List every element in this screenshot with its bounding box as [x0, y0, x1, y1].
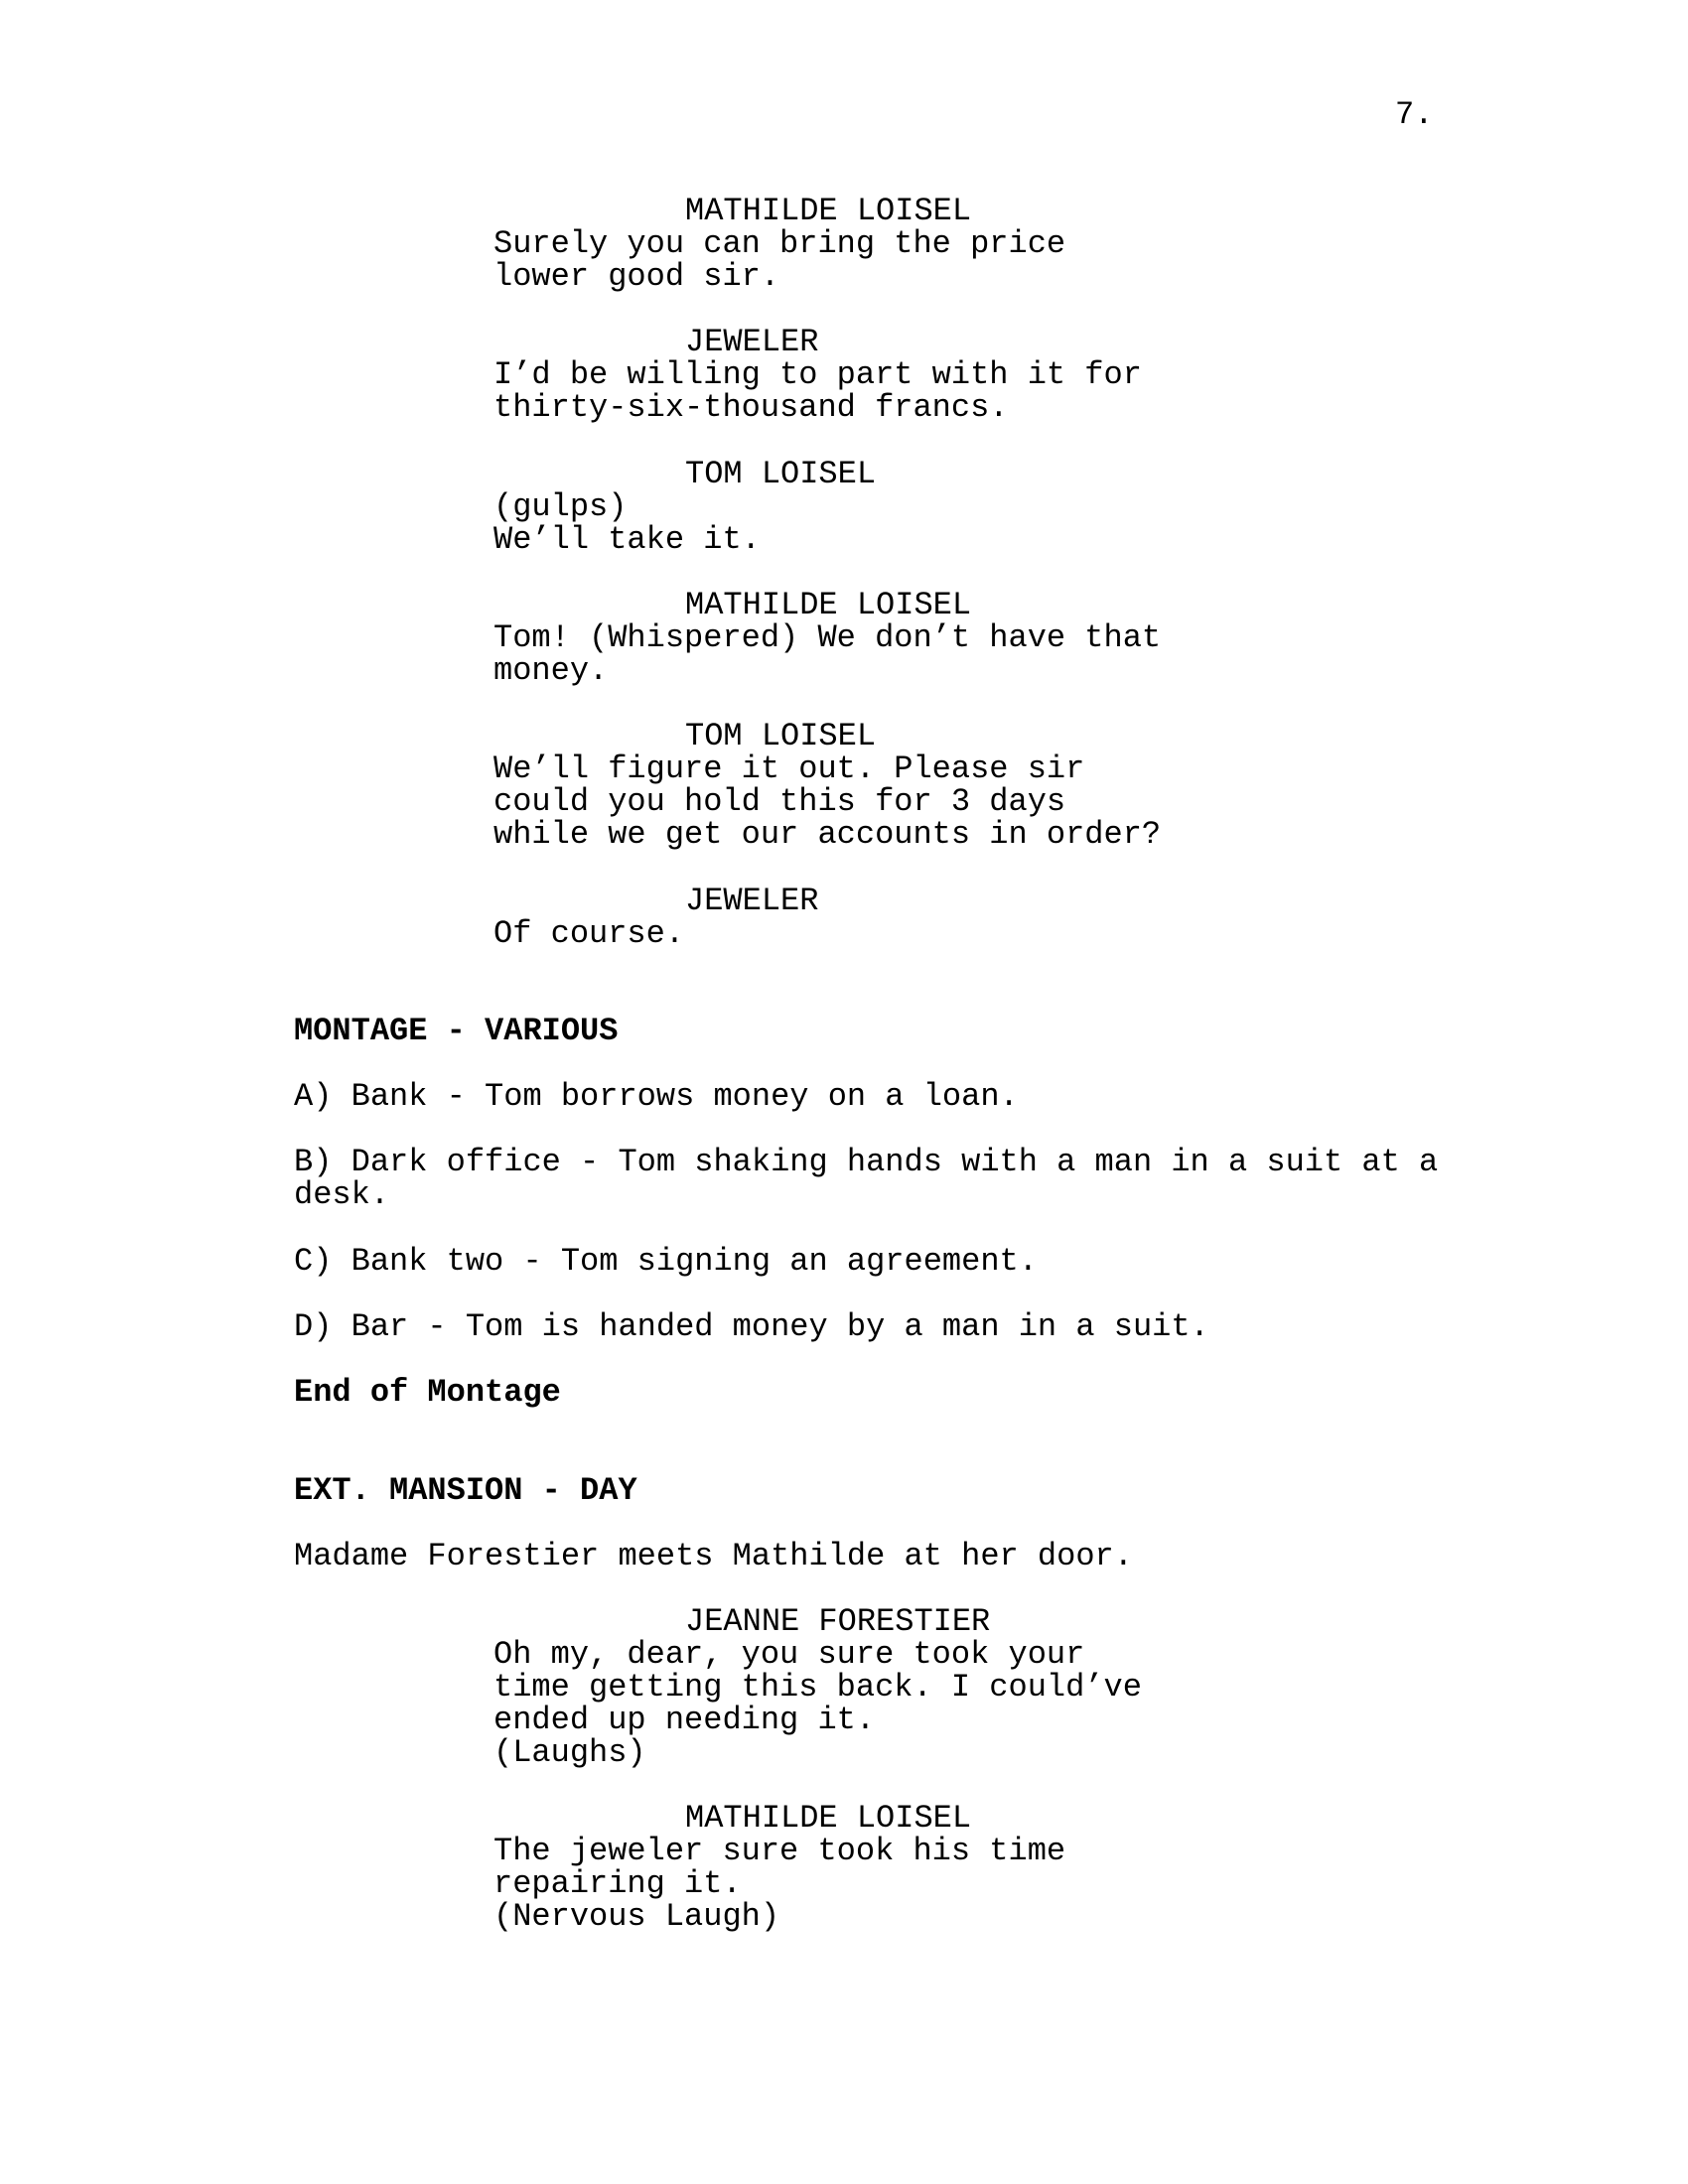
dialogue-line: Oh my, dear, you sure took your	[493, 1636, 1085, 1673]
montage-item-c: C) Bank two - Tom signing an agreement.	[294, 1243, 1038, 1280]
dialogue-line: ended up needing it.	[493, 1702, 876, 1738]
dialogue-line: lower good sir.	[493, 258, 780, 295]
dialogue-line: The jeweler sure took his time	[493, 1833, 1066, 1869]
character-name: TOM LOISEL	[685, 718, 877, 754]
montage-end: End of Montage	[294, 1374, 561, 1411]
montage-item-b-line: desk.	[294, 1176, 390, 1213]
dialogue-line: We’ll figure it out. Please sir	[493, 751, 1085, 787]
page-number: 7.	[1395, 96, 1434, 133]
montage-item-a: A) Bank - Tom borrows money on a loan.	[294, 1078, 1019, 1115]
montage-item-b-line: B) Dark office - Tom shaking hands with a man in a suit at a	[294, 1144, 1439, 1180]
parenthetical: (gulps)	[493, 488, 628, 525]
character-name: JEANNE FORESTIER	[685, 1603, 991, 1640]
character-name: JEWELER	[685, 324, 819, 360]
character-name: JEWELER	[685, 883, 819, 919]
character-name: MATHILDE LOISEL	[685, 193, 972, 229]
dialogue-line: I’d be willing to part with it for	[493, 356, 1142, 393]
dialogue-line: repairing it.	[493, 1865, 742, 1902]
montage-item-b	[294, 1146, 1438, 1211]
montage-item-d: D) Bar - Tom is handed money by a man in a suit.	[294, 1308, 1209, 1345]
dialogue-block	[493, 1638, 1142, 1769]
dialogue-line: money.	[493, 652, 609, 689]
character-name: MATHILDE LOISEL	[685, 587, 972, 623]
dialogue-block	[493, 358, 1142, 424]
dialogue-line: We’ll take it.	[493, 521, 761, 558]
dialogue-block	[493, 621, 1161, 687]
dialogue-block	[493, 917, 684, 950]
dialogue-line: Tom! (Whispered) We don’t have that	[493, 619, 1162, 656]
dialogue-block	[493, 490, 761, 556]
character-name: TOM LOISEL	[685, 456, 877, 492]
scene-action: Madame Forestier meets Mathilde at her door.	[294, 1538, 1133, 1574]
parenthetical: (Nervous Laugh)	[493, 1898, 780, 1935]
dialogue-line: could you hold this for 3 days	[493, 783, 1066, 820]
character-name: MATHILDE LOISEL	[685, 1800, 972, 1837]
dialogue-line: thirty-six-thousand francs.	[493, 389, 1009, 426]
dialogue-block	[493, 227, 1065, 293]
dialogue-block	[493, 1835, 1065, 1933]
dialogue-block	[493, 752, 1161, 851]
dialogue-line: time getting this back. I could’ve	[493, 1669, 1142, 1706]
scene-heading: EXT. MANSION - DAY	[294, 1472, 637, 1509]
montage-heading: MONTAGE - VARIOUS	[294, 1013, 619, 1049]
dialogue-line: while we get our accounts in order?	[493, 816, 1162, 853]
dialogue-line: Of course.	[493, 915, 685, 952]
parenthetical: (Laughs)	[493, 1734, 646, 1771]
dialogue-line: Surely you can bring the price	[493, 225, 1066, 262]
